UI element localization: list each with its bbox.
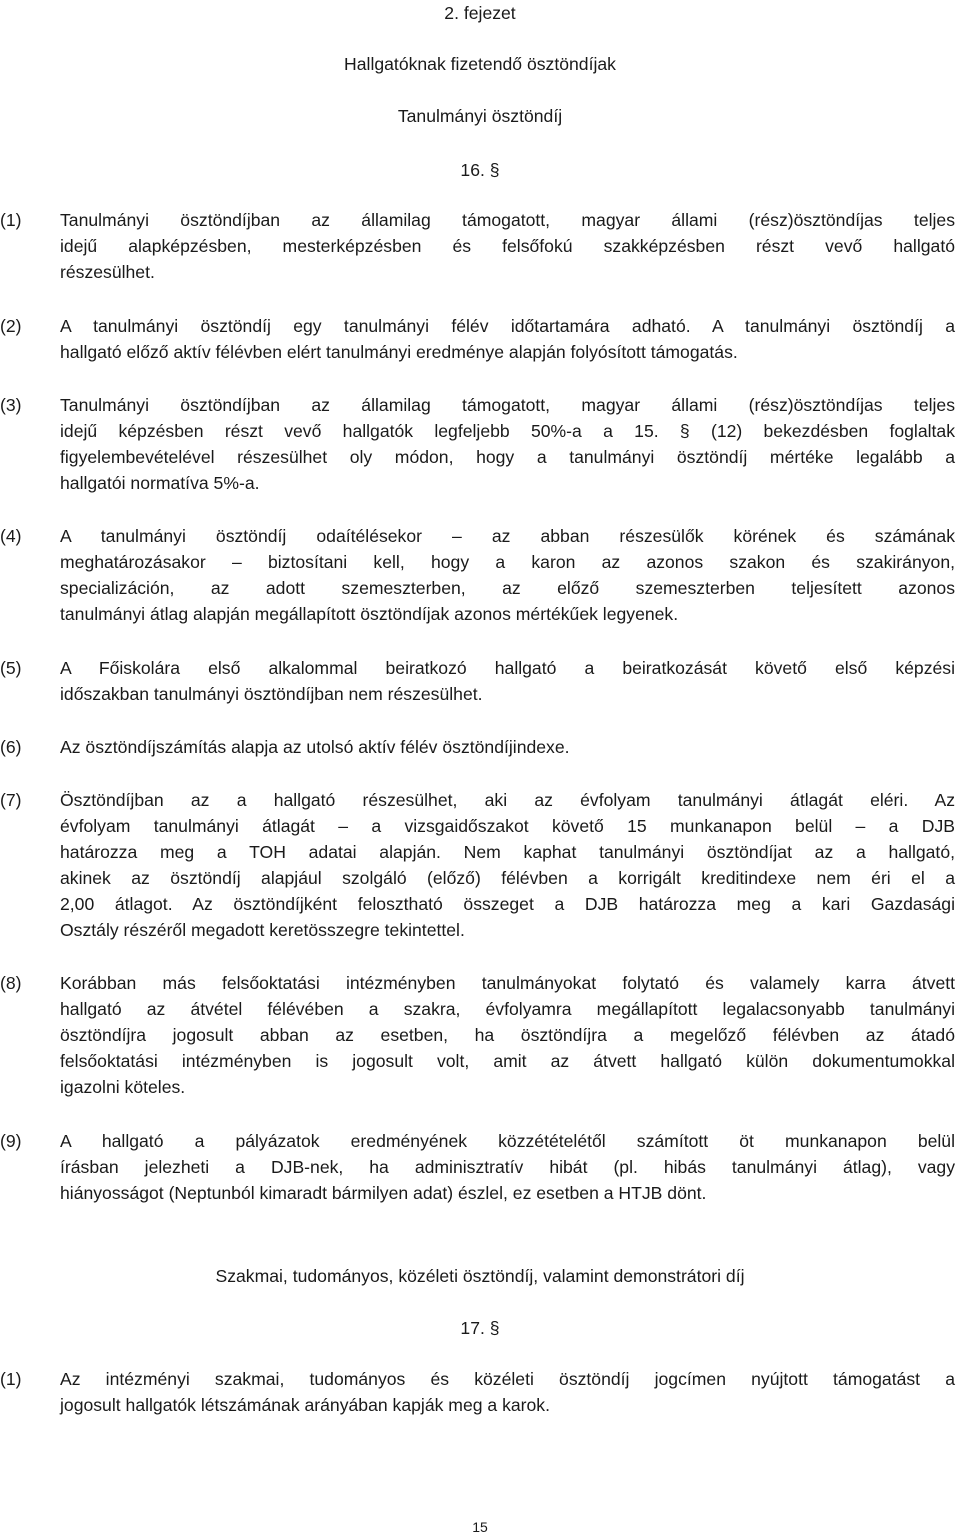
paragraph-number: (1) [0, 1369, 22, 1389]
paragraph-number: (7) [0, 790, 22, 810]
text-line: A hallgató a pályázatok eredményének közzétételétől számított öt munkanapon belül [60, 1131, 955, 1151]
subsection-heading: Szakmai, tudományos, közéleti ösztöndíj, valamint demonstrátori díj [215, 1266, 745, 1286]
text-line: A tanulmányi ösztöndíj odaítélésekor – az abban részesülők körének és számának [60, 526, 955, 546]
page-number: 15 [472, 1519, 488, 1535]
text-line: meghatározásakor – biztosítani kell, hogy a karon az azonos szakon és szakirányon, [60, 552, 955, 572]
text-line: igazolni köteles. [60, 1077, 186, 1097]
text-line: felsőoktatási intézményben is jogosult volt, amit az átvett hallgató külön dokumentumokkal [60, 1051, 955, 1071]
paragraph-text [60, 734, 955, 760]
section-number-17: 17. § [460, 1318, 500, 1338]
text-line: ösztöndíjra jogosult abban az esetben, ha ösztöndíjra a megelőző félévben az átadó [60, 1025, 955, 1045]
text-line: Az intézményi szakmai, tudományos és közéleti ösztöndíj jogcímen nyújtott támogatást a [60, 1369, 955, 1389]
text-line: tanulmányi átlag alapján megállapított ösztöndíjak azonos mértékűek legyenek. [60, 604, 679, 624]
text-line: Tanulmányi ösztöndíjban az államilag támogatott, magyar állami (rész)ösztöndíjas teljes [60, 395, 955, 415]
text-line: határozza meg a TOH adatai alapján. Nem kaphat tanulmányi ösztöndíjat az a hallgató, [60, 842, 955, 862]
paragraph-number: (1) [0, 210, 22, 230]
paragraph-text [60, 655, 955, 707]
text-line: írásban jelezheti a DJB-nek, ha adminisztratív hibát (pl. hibás tanulmányi átlag), vagy [60, 1157, 955, 1177]
text-line: akinek az ösztöndíj alapjául szolgáló (előző) félévben a korrigált kreditindexe nem éri el a [60, 868, 955, 888]
text-line: évfolyam tanulmányi átlagát – a vizsgaidőszakot követő 15 munkanapon belül – a DJB [60, 816, 955, 836]
paragraph-number: (8) [0, 973, 22, 993]
text-line: Ösztöndíjban az a hallgató részesülhet, aki az évfolyam tanulmányi átlagát eléri. Az [60, 790, 955, 810]
text-line: hallgató előző aktív félévben elért tanulmányi eredménye alapján folyósított támogatás. [60, 342, 738, 362]
paragraph-number: (2) [0, 316, 22, 336]
paragraph-number: (9) [0, 1131, 22, 1151]
section-subtitle: Tanulmányi ösztöndíj [397, 106, 563, 126]
text-line: jogosult hallgatók létszámának arányában kapják meg a karok. [60, 1395, 550, 1415]
text-line: Korábban más felsőoktatási intézményben tanulmányokat folytató és valamely karra átvett [60, 973, 955, 993]
text-line: időszakban tanulmányi ösztöndíjban nem részesülhet. [60, 684, 483, 704]
text-line: Az ösztöndíjszámítás alapja az utolsó aktív félév ösztöndíjindexe. [60, 737, 570, 757]
text-line: hiányosságot (Neptunból kimaradt bármilyen adat) észlel, ez esetben a HTJB dönt. [60, 1183, 707, 1203]
text-line: idejű alapképzésben, mesterképzésben és felsőfokú szakképzésben részt vevő hallgató [60, 236, 955, 256]
text-line: részesülhet. [60, 262, 155, 282]
paragraph-number: (5) [0, 658, 22, 678]
text-line: 2,00 átlagot. Az ösztöndíjként felosztható összeget a DJB határozza meg a kari Gazdasági [60, 894, 955, 914]
paragraph-number: (3) [0, 395, 22, 415]
text-line: Tanulmányi ösztöndíjban az államilag támogatott, magyar állami (rész)ösztöndíjas teljes [60, 210, 955, 230]
text-line: A Főiskolára első alkalommal beiratkozó hallgató a beiratkozását követő első képzési [60, 658, 955, 678]
document-title: Hallgatóknak fizetendő ösztöndíjak [344, 54, 616, 74]
paragraph-number: (4) [0, 526, 22, 546]
paragraph-text [60, 970, 955, 1100]
paragraph-text [60, 1366, 955, 1418]
paragraph-text [60, 1128, 955, 1206]
section-number-16: 16. § [460, 160, 500, 180]
paragraph-text [60, 313, 955, 365]
paragraph-text [60, 207, 955, 285]
text-line: hallgató az átvétel félévében a szakra, évfolyamra megállapított legalacsonyabb tanulmányi [60, 999, 955, 1019]
text-line: Osztály részéről megadott keretösszegre tekintettel. [60, 920, 465, 940]
chapter-heading: 2. fejezet [444, 3, 516, 23]
text-line: specializáción, az adott szemeszterben, az előző szemeszterben teljesített azonos [60, 578, 955, 598]
paragraph-text [60, 787, 955, 943]
paragraph-text [60, 523, 955, 627]
paragraph-text [60, 392, 955, 496]
text-line: idejű képzésben részt vevő hallgatók legfeljebb 50%-a a 15. § (12) bekezdésben foglaltak [60, 421, 955, 441]
text-line: figyelembevételével részesülhet oly módon, hogy a tanulmányi ösztöndíj mértéke legalább a [60, 447, 955, 467]
paragraph-number: (6) [0, 737, 22, 757]
text-line: A tanulmányi ösztöndíj egy tanulmányi félév időtartamára adható. A tanulmányi ösztöndíj a [60, 316, 955, 336]
text-line: hallgatói normatíva 5%-a. [60, 473, 260, 493]
